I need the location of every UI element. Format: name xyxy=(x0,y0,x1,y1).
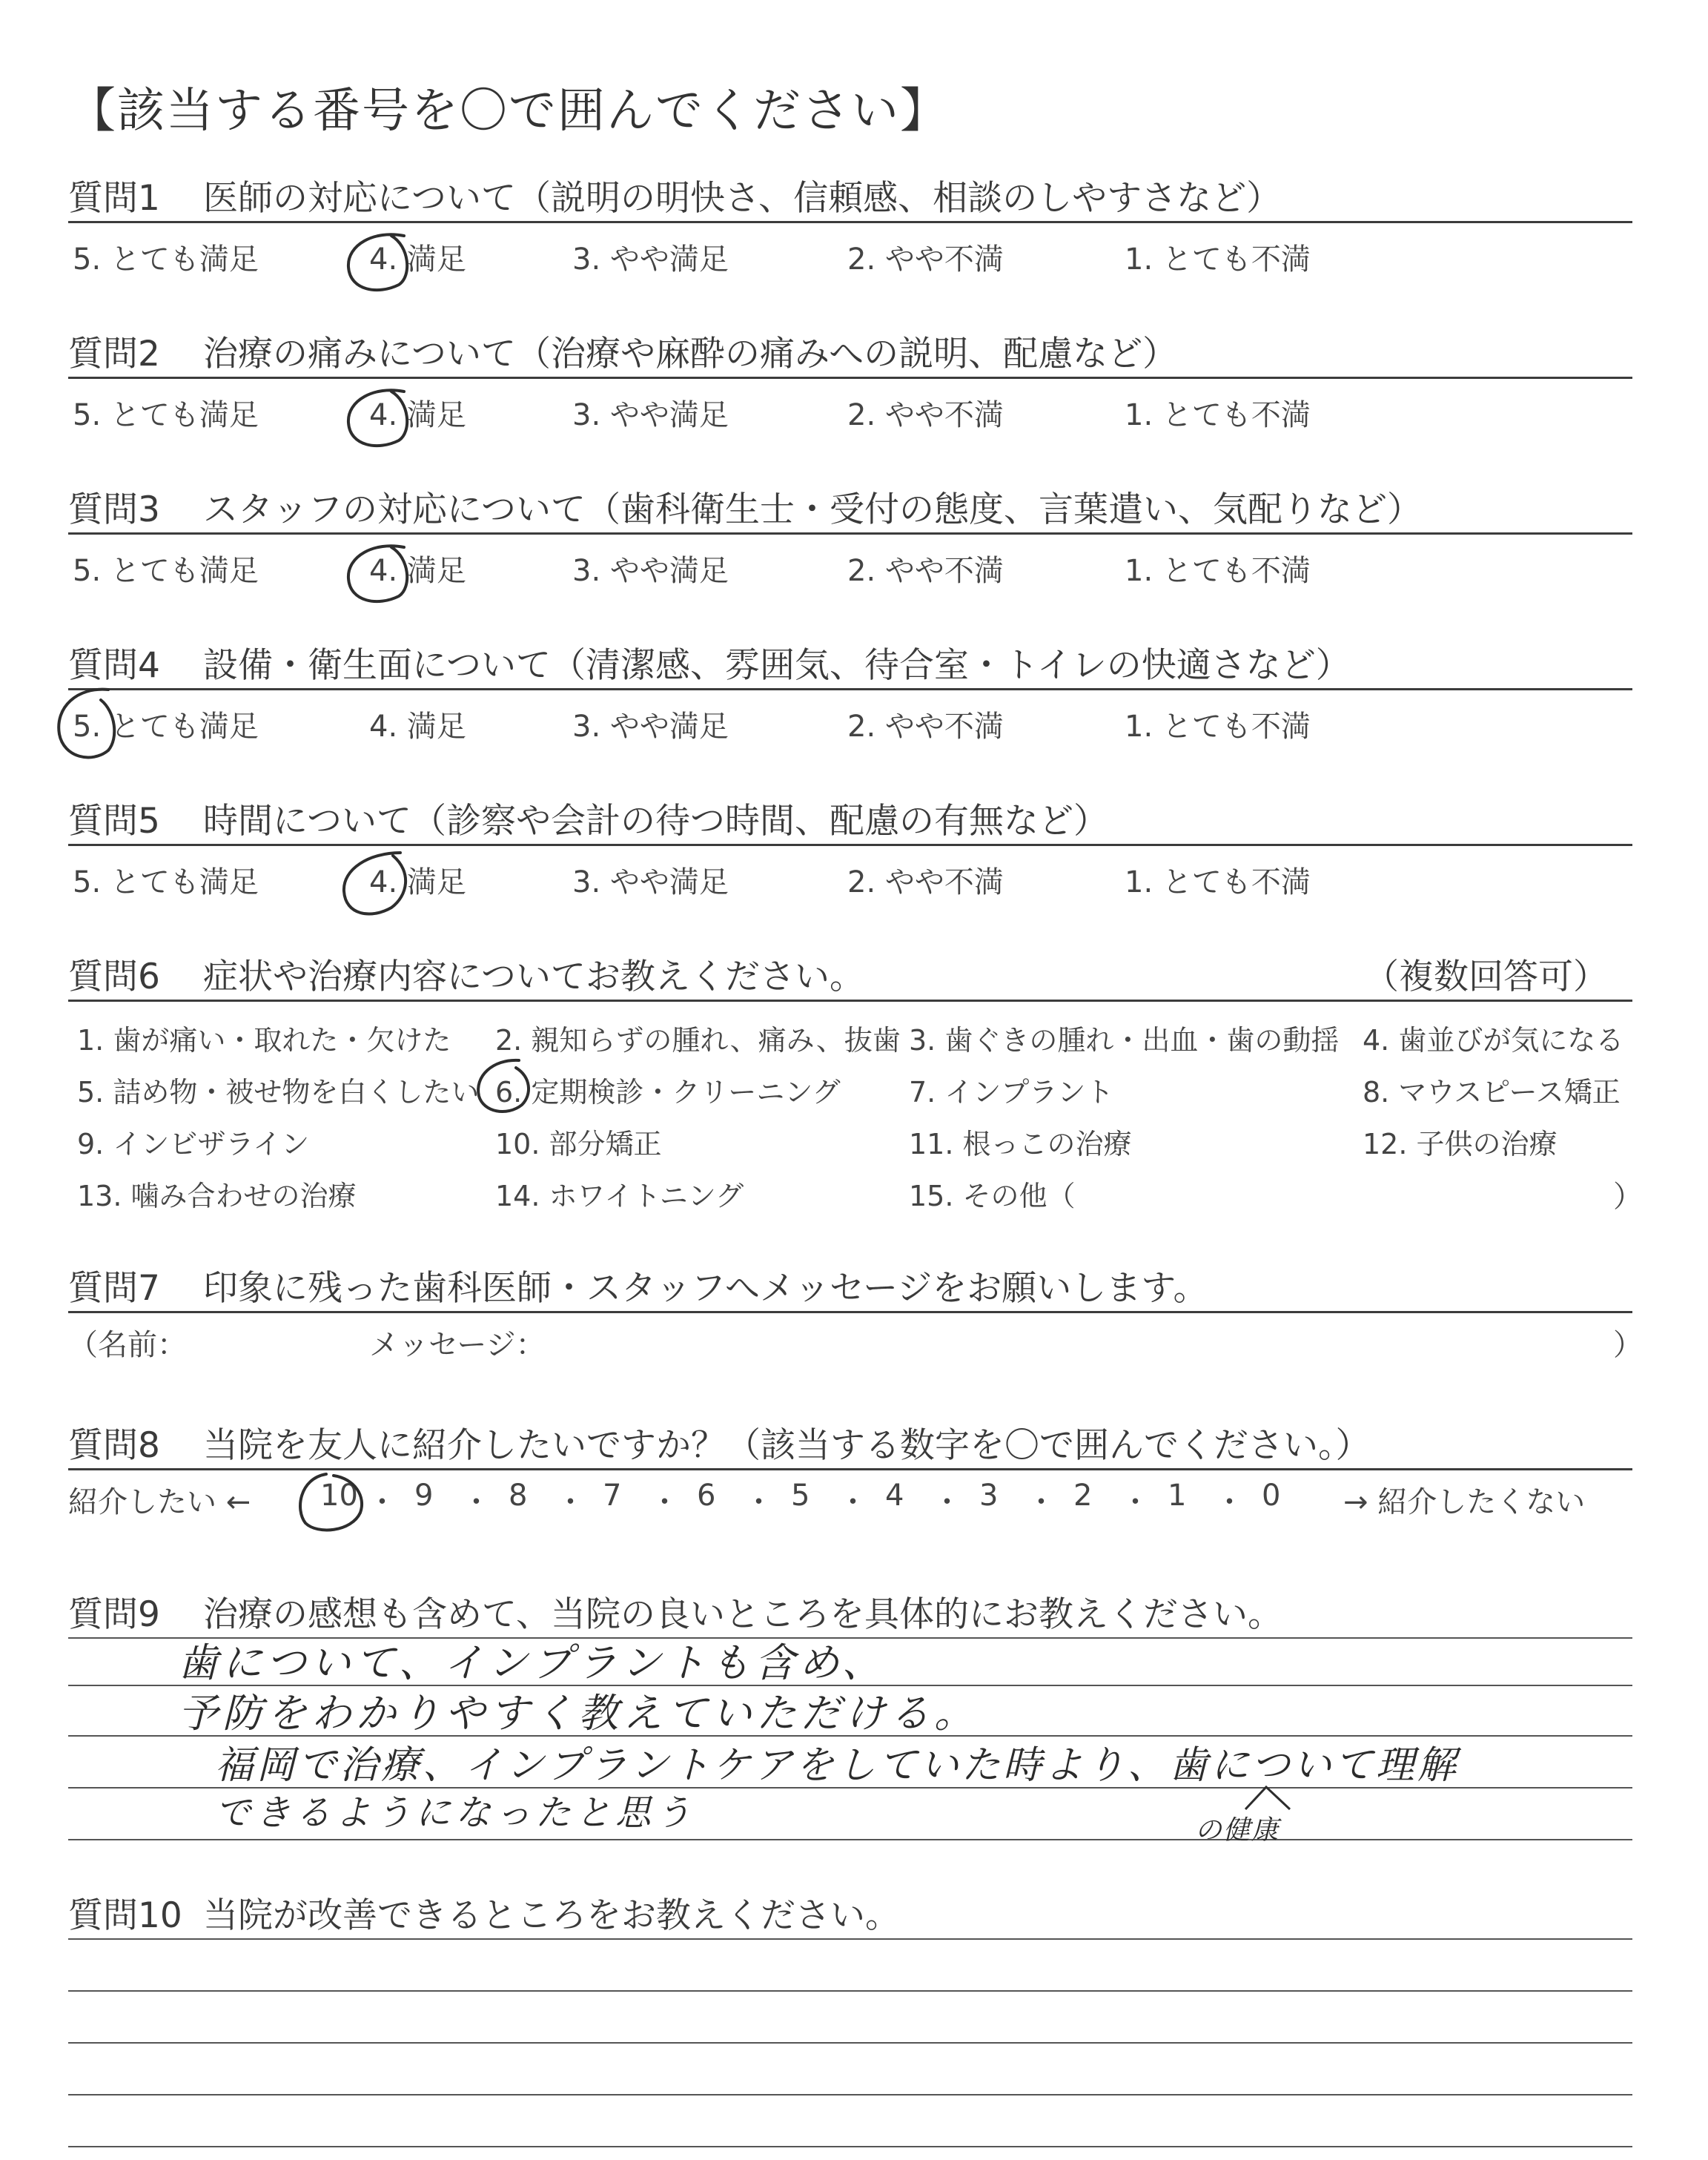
question-8-text: 当院を友人に紹介したいですか？（該当する数字を〇で囲んでください。） xyxy=(203,1425,1371,1466)
question-1-number: 質問1 xyxy=(68,178,160,219)
q2-selected-circle xyxy=(348,390,407,446)
q8-right-label: → 紹介したくない xyxy=(1343,1485,1586,1519)
q2-option-4[interactable]: 4. 満足 xyxy=(369,398,466,432)
q8-scale-separator: ・ xyxy=(744,1485,774,1519)
q6-option-5[interactable]: 5. 詰め物・被せ物を白くしたい xyxy=(77,1076,480,1109)
q6-option-7[interactable]: 7. インプラント xyxy=(909,1076,1114,1109)
q4-option-5[interactable]: 5. とても満足 xyxy=(73,710,259,744)
question-6-text: 症状や治療内容についてお教えください。 xyxy=(203,957,865,997)
q6-option-1[interactable]: 1. 歯が痛い・取れた・欠けた xyxy=(77,1024,451,1057)
q3-option-3[interactable]: 3. やや満足 xyxy=(572,554,729,588)
q1-option-4[interactable]: 4. 満足 xyxy=(369,242,466,277)
q3-option-4[interactable]: 4. 満足 xyxy=(369,554,466,588)
question-4-number: 質問4 xyxy=(68,645,160,686)
q9-answer-line-1: 歯について、インプラントも含め、 xyxy=(178,1639,887,1686)
q8-scale-value-3[interactable]: 3 xyxy=(979,1479,999,1513)
q9-answer-line-3: 福岡で治療、インプラントケアをしていた時より、歯について理解 xyxy=(215,1743,1459,1788)
q8-selected-circle xyxy=(300,1474,362,1530)
question-4-text: 設備・衛生面について（清潔感、雰囲気、待合室・トイレの快適さなど） xyxy=(203,645,1351,686)
question-5-text: 時間について（診察や会計の待つ時間、配慮の有無など） xyxy=(203,801,1109,842)
q8-scale-value-2[interactable]: 2 xyxy=(1073,1479,1093,1513)
q3-option-2[interactable]: 2. やや不満 xyxy=(847,554,1004,588)
q6-option-6[interactable]: 6. 定期検診・クリーニング xyxy=(495,1076,841,1109)
q8-scale-value-1[interactable]: 1 xyxy=(1168,1479,1187,1513)
q1-option-1[interactable]: 1. とても不満 xyxy=(1125,242,1311,277)
question-3-number: 質問3 xyxy=(68,489,160,530)
q7-close-paren: ） xyxy=(1613,1328,1643,1362)
q6-option-13[interactable]: 13. 噛み合わせの治療 xyxy=(77,1180,357,1212)
question-6-number: 質問6 xyxy=(68,957,160,997)
q5-option-2[interactable]: 2. やや不満 xyxy=(847,865,1004,899)
q6-option-4[interactable]: 4. 歯並びが気になる xyxy=(1363,1024,1624,1057)
q8-scale-separator: ・ xyxy=(838,1485,868,1519)
q8-scale-value-4[interactable]: 4 xyxy=(885,1479,904,1513)
q6-option-9[interactable]: 9. インビザライン xyxy=(77,1128,310,1160)
q6-option-11[interactable]: 11. 根っこの治療 xyxy=(909,1128,1132,1160)
q6-option-10[interactable]: 10. 部分矯正 xyxy=(495,1128,662,1160)
q8-scale-separator: ・ xyxy=(461,1485,491,1519)
question-8-number: 質問8 xyxy=(68,1425,160,1466)
question-5-number: 質問5 xyxy=(68,801,160,842)
question-9-text: 治療の感想も含めて、当院の良いところを具体的にお教えください。 xyxy=(203,1594,1283,1635)
q2-option-5[interactable]: 5. とても満足 xyxy=(73,398,259,432)
q6-option-14[interactable]: 14. ホワイトニング xyxy=(495,1180,744,1212)
q5-option-4[interactable]: 4. 満足 xyxy=(369,865,466,899)
page-title: 【該当する番号を〇で囲んでください】 xyxy=(68,84,949,139)
question-10-text: 当院が改善できるところをお教えください。 xyxy=(203,1895,900,1936)
q8-scale-value-5[interactable]: 5 xyxy=(791,1479,810,1513)
q1-option-3[interactable]: 3. やや満足 xyxy=(572,242,729,277)
q8-scale-value-8[interactable]: 8 xyxy=(509,1479,528,1513)
question-1-text: 医師の対応について（説明の明快さ、信頼感、相談のしやすさなど） xyxy=(203,178,1282,219)
q4-selected-circle xyxy=(59,690,114,758)
q9-answer-line-2: 予防をわかりやすく教えていただける。 xyxy=(178,1690,979,1737)
q8-scale-value-7[interactable]: 7 xyxy=(603,1479,622,1513)
question-3-text: スタッフの対応について（歯科衛生士・受付の態度、言葉遣い、気配りなど） xyxy=(203,489,1423,530)
q6-option-8[interactable]: 8. マウスピース矯正 xyxy=(1363,1076,1621,1109)
q8-scale-value-9[interactable]: 9 xyxy=(414,1479,434,1513)
question-7-text: 印象に残った歯科医師・スタッフへメッセージをお願いします。 xyxy=(203,1268,1208,1309)
q8-scale-separator: ・ xyxy=(932,1485,962,1519)
q5-option-3[interactable]: 3. やや満足 xyxy=(572,865,729,899)
q6-other-close-paren: ） xyxy=(1613,1180,1643,1214)
q6-option-3[interactable]: 3. 歯ぐきの腫れ・出血・歯の動揺 xyxy=(909,1024,1340,1057)
q8-scale-separator: ・ xyxy=(649,1485,680,1519)
question-7-number: 質問7 xyxy=(68,1268,160,1309)
question-9-number: 質問9 xyxy=(68,1594,160,1635)
q9-answer-line-4: できるようになったと思う xyxy=(215,1792,696,1834)
q5-selected-circle xyxy=(344,853,406,914)
q8-left-label: 紹介したい ← xyxy=(68,1485,251,1519)
q3-selected-circle xyxy=(348,546,407,601)
q2-option-2[interactable]: 2. やや不満 xyxy=(847,398,1004,432)
q2-option-3[interactable]: 3. やや満足 xyxy=(572,398,729,432)
q7-name-label: （名前： xyxy=(68,1328,187,1362)
q4-option-1[interactable]: 1. とても不満 xyxy=(1125,710,1311,744)
q8-scale-value-0[interactable]: 0 xyxy=(1262,1479,1281,1513)
q7-message-label: メッセージ： xyxy=(369,1328,546,1362)
q6-option-15[interactable]: 15. その他（ xyxy=(909,1180,1076,1212)
q1-option-5[interactable]: 5. とても満足 xyxy=(73,242,259,277)
q6-selected-circle xyxy=(478,1060,529,1112)
q4-option-3[interactable]: 3. やや満足 xyxy=(572,710,729,744)
question-6-note: （複数回答可） xyxy=(1364,957,1608,997)
q8-scale-separator: ・ xyxy=(367,1485,397,1519)
q4-option-2[interactable]: 2. やや不満 xyxy=(847,710,1004,744)
q9-insertion-caret xyxy=(1245,1787,1290,1809)
q1-option-2[interactable]: 2. やや不満 xyxy=(847,242,1004,277)
q9-answer-insertion: の健康 xyxy=(1195,1815,1280,1846)
q8-scale-separator: ・ xyxy=(1026,1485,1056,1519)
q6-option-12[interactable]: 12. 子供の治療 xyxy=(1363,1128,1558,1160)
q8-scale-value-10[interactable]: 10 xyxy=(320,1479,358,1513)
question-2-number: 質問2 xyxy=(68,334,160,374)
q1-selected-circle xyxy=(348,234,407,290)
question-10-number: 質問10 xyxy=(68,1895,182,1936)
q4-option-4[interactable]: 4. 満足 xyxy=(369,710,466,744)
q8-scale-value-6[interactable]: 6 xyxy=(697,1479,716,1513)
q2-option-1[interactable]: 1. とても不満 xyxy=(1125,398,1311,432)
q5-option-5[interactable]: 5. とても満足 xyxy=(73,865,259,899)
q3-option-5[interactable]: 5. とても満足 xyxy=(73,554,259,588)
q5-option-1[interactable]: 1. とても不満 xyxy=(1125,865,1311,899)
q8-scale-separator: ・ xyxy=(555,1485,586,1519)
q6-option-2[interactable]: 2. 親知らずの腫れ、痛み、抜歯 xyxy=(495,1024,901,1057)
q3-option-1[interactable]: 1. とても不満 xyxy=(1125,554,1311,588)
q8-scale-separator: ・ xyxy=(1214,1485,1245,1519)
question-2-text: 治療の痛みについて（治療や麻酔の痛みへの説明、配慮など） xyxy=(203,334,1178,374)
q8-scale-separator: ・ xyxy=(1120,1485,1151,1519)
